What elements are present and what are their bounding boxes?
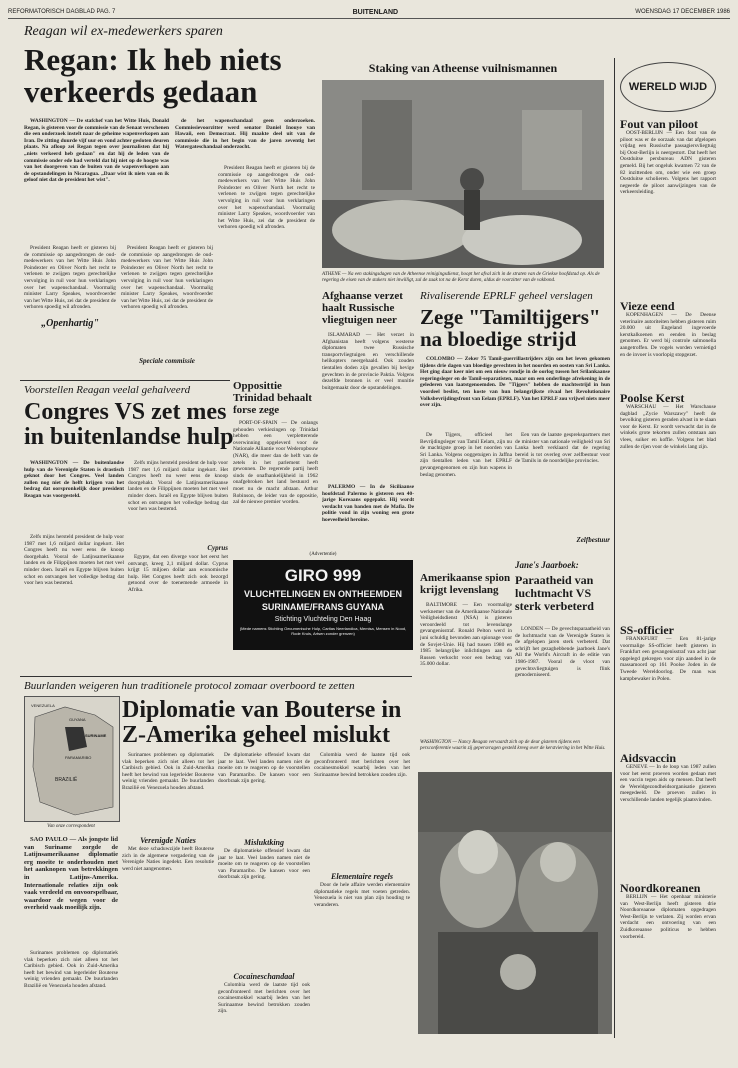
giro-org: Stichting Vluchteling Den Haag bbox=[274, 616, 372, 623]
suriname-body-col2b bbox=[122, 846, 214, 1036]
wereld-item-0 bbox=[620, 118, 716, 298]
janes-kicker: Jane's Jaarboek: bbox=[515, 560, 579, 570]
wereld-text: OOST-BERLIJN — Een fout van de piloot was er de oorzaak van dat afgelopen vrijdag een Russische passagiersvliegtuig bij Oost-Berlijn is neergestort. Dat heeft het Oostduitse persbureau ADN gisteren gemeld. Bij het ongeluk kwamen 72 van de 82 inzittenden om, onder wie een groep Oostduitse scholieren. Volgens het rapport negeerde de piloot aanwijzingen van de verkeersleiding. bbox=[620, 130, 716, 196]
wereld-text: KOPENHAGEN — De Deense veterinaire autoriteiten hebben gisteren ruim 20.000 uit Engeland ingevoerde kerstkalkoenen en eenden in beslag genomen. Er werd bij controle salmonella aangetroffen. De vogels worden vernietigd en de invoer is voorlopig stopgezet. bbox=[620, 312, 716, 358]
suriname-map bbox=[24, 696, 120, 822]
suriname-body-text: Surinames problemen op diplomatiek vlak beperken zich niet alleen tot het Caribisch gebied. Ook in Zuid-Amerika heeft het bewind van legerleider Bouterse weinig vrienden gemaakt. De buurlanden Brazilië en Venezuela houden afstand. bbox=[24, 950, 118, 989]
suriname-subhead-1: Verenigde Naties bbox=[140, 836, 196, 845]
tamil-subhead: Zelfbestuur bbox=[576, 536, 610, 544]
reagan-headline: Regan: Ik heb niets verkeerds gedaan bbox=[24, 42, 282, 109]
suriname-kicker: Buurlanden weigeren hun traditionele protocol zomaar overboord te zetten bbox=[24, 680, 355, 692]
janes-text: LONDEN — De gevechtsparaatheid van de luchtmacht van de Verenigde Staten is de afgelopen jaren sterk verbeterd. Dat schrijft het gezaghebbende jaarboek Jane's All the World's Aircraft in de editie van 1986-1987. Vooral de vloot van gevechtsvliegtuigen is flink gemoderniseerd. bbox=[515, 626, 610, 679]
suriname-body4-text-2: Colombia werd de laatste tijd ook geconfronteerd met berichten over het cocainesmokkel waarbij leden van het Surinaamse bewind betrokken zouden zijn. bbox=[314, 752, 410, 778]
map-caption: Van onze correspondent bbox=[47, 824, 95, 829]
reagan-body-text: President Reagan heeft er gisteren bij de commissie op aangedrongen de oud-medewerkers van het Witte Huis John Poindexter en Oliver North het recht te verlenen te zwijgen tegen gerechtelijke vervolging in ruil voor hun verklaringen over het wapenschandaal. Voormalig minister Larry Speakes, woordvoerder van het Witte Huis, zei dat de president de verhoren spoedig wil afronden. bbox=[24, 245, 116, 311]
nancy-caption: WASHINGTON — Nancy Reagan vervaardt zich op de deur gisteren tijdens een persconferentie waarin zij gepersvragen gesteld kreeg over de kerstviering in het Witte Huis. bbox=[420, 740, 606, 751]
congres-body-col1 bbox=[24, 534, 124, 674]
congres-body-text-2: Zelfs mijns hersteld president de hulp voor 1987 met 1,6 miljard dollar ingekort. Het Congres heeft nu weer eens de knoop doorgehakt. Vooral de Latijnsamerikaanse landen en de Filippijnen moeten het met veel minder doen. Israël en Egypte blijven buiten schot en ontvangen het volledige bedrag dat voor hen was bestemd. bbox=[128, 460, 228, 513]
afghanen-body bbox=[322, 332, 414, 482]
suriname-subhead-2: Misluktking bbox=[243, 838, 284, 847]
suriname-body2-text: Met deze schaduwzijde heeft Bouterse zich in de algemene vergadering van de Verenigde Naties ingedekt. Een resolutie werd niet aangenomen. bbox=[122, 846, 214, 872]
tamil-body-col2 bbox=[515, 432, 610, 532]
wereld-title: Poolse Kerst bbox=[620, 391, 685, 405]
tamil-lead bbox=[420, 356, 610, 426]
reagan-body-text-2: President Reagan heeft er gisteren bij de commissie op aangedrongen de oud-medewerkers van het Witte Huis John Poindexter en Oliver North het recht te verlenen te zwijgen tegen gerechtelijke vervolging in ruil voor hun verklaringen over het wapenschandaal. Voormalig minister Larry Speakes, woordvoerder van het Witte Huis, zei dat de president de verhoren spoedig wil afronden. bbox=[121, 245, 213, 311]
wereld-title: Aidsvaccin bbox=[620, 751, 677, 765]
congres-lead-text: WASHINGTON — De buitenlandse hulp van de Verenigde Staten is drastisch geknot door het Congres. Veel landen zullen nog niet de helft krijgen van het bedrag dat oorspronkelijk door president Reagan was voorgesteld. bbox=[24, 460, 124, 499]
suriname-body4-text: Colombia werd de laatste tijd ook geconfronteerd met berichten over het cocainesmokkel waarbij leden van het Surinaamse bewind betrokken zouden zijn. bbox=[218, 982, 310, 1015]
wereld-text: WARSCHAU — Het Warschause dagblad „Zycie Warszawy" heeft de bevolking gisteren geraden alvast in te slaan voor de Kerst. Er wordt verwacht dat in de winkels grote tekorten zullen ontstaan aan vlees, suiker en koffie. Volgens het blad zullen de rijen voor de winkels lang zijn. bbox=[620, 404, 716, 450]
section-rule-2 bbox=[20, 676, 412, 677]
janes-body bbox=[515, 626, 610, 736]
map-label: GUYANA bbox=[69, 717, 86, 722]
spion-text: BALTIMORE — Een voormalige werknemer van de Amerikaanse Nationale Veiligheidsdienst (NSA) is gisteren veroordeeld tot levenslange gevangenisstraf. Ronald Pelton werd in juni schuldig bevonden aan spionage voor de Sovjet-Unie. Hij had tussen 1980 en 1985 belangrijke inlichtingen aan de Russen verkocht voor een bedrag van 35.000 dollar. bbox=[420, 602, 512, 668]
wereld-item-1 bbox=[620, 300, 716, 384]
congres-lead bbox=[24, 460, 124, 530]
congres-subhead: Cyprus bbox=[207, 544, 228, 552]
page-header bbox=[8, 6, 730, 19]
janes-headline: Paraatheid van luchtmacht VS sterk verbeterd bbox=[515, 573, 594, 613]
reagan-kicker: Reagan wil ex-medewerkers sparen bbox=[24, 24, 223, 39]
congres-kicker: Voorstellen Reagan veelal gehalveerd bbox=[24, 384, 191, 396]
trinidad-text: PORT-OF-SPAIN — De onlangs gehouden verkiezingen op Trinidad hebben een verpletterende overwinning opgeleverd voor de Nationale Alliantie voor Wederopbouw (NAR), die meer dan de helft van de zetels in het parlement heeft gewonnen. De regerende partij heeft sinds de onafhankelijkheid in 1962 onafgebroken het land bestuurd en moet nu de macht afstaan. Arthur Robinson, de leider van de oppositie, zal de nieuwe premier worden. bbox=[233, 420, 318, 506]
athens-caption: ATHENE — Na een stakingsdagen van de Atheense reinigingsdienst, hoopt het afval zich in de straten van de Griekse hoofdstad op. Als de regering de eisen van de stakers niet inwilligt, zal de zaak tot na de Kerst duren, aldus de voorzitter van de vakbond. bbox=[322, 272, 600, 283]
reagan-lead-text: WASHINGTON — De stafchef van het Witte Huis, Donald Regan, is gisteren voor de commissie van de Senaat verschenen die een onderzoek instelt naar de geheime wapenverkopen aan Iran. De zitting duurde vijf uur en vond achter gesloten deuren plaats. Na afloop zei Regan tegen over journalisten dat hij „niets verkeerd heb gedaan" en dat hij de leden van de commissie onder ede had verteld dat hij niet op de hoogte was van het doorgeven van de buiten van de wapenverkopen aan de opstandelingen in Nicaragua. „Daar wist ik niets van en ik geloof niet dat de president het wist". bbox=[24, 118, 169, 184]
header-left: REFORMATORISCH DAGBLAD PAG. 7 bbox=[8, 9, 116, 15]
tamil-body bbox=[420, 432, 512, 562]
ad-tag: (Advertentie) bbox=[309, 552, 337, 557]
tamil-headline: Zege "Tamiltijgers" na bloedige strijd bbox=[420, 305, 601, 351]
suriname-body5-text: Door de hele affaire werden elementaire diplomatieke regels met voeten getreden. Venezuela is niet van plan zijn houding te veranderen. bbox=[314, 882, 410, 908]
tamil-lead-text: COLOMBO — Zeker 75 Tamil-guerrillastrijders zijn om het leven gekomen tijdens drie dagen van bloedige gevechten in het noorden en oosten van Sri Lanka. Het ging daar keer niet om een nieuw rondje in de oorlog tussen het Srilankaanse regeringsleger en de Tamil-separatisten, maar om een onderlinge afrekening in de gelederen van laatstgenoemden. De "Tijgers" hebben de machtsstrijd in hun voordeel beslist, ten koste van hun belangrijkste rivaal het Revolutionaire Volksbevrijdingsfront van Eelam (EPRLF). Van het EPRLF zou vrijwel niets meer over zijn. bbox=[420, 356, 610, 409]
wereld-title: Vieze eend bbox=[620, 299, 675, 313]
header-date: WOENSDAG 17 DECEMBER 1986 bbox=[635, 9, 730, 15]
wereld-text: BERLIJN — Het openbaar ministerie van West-Berlijn heeft gisteren drie Noordkoreaanse diplomaten opgedragen West-Berlijn te verlaten. Zij worden ervan verdacht een ontvoering van een Zuidkoreaanse politicus te hebben voorbereid. bbox=[620, 894, 716, 940]
reagan-lead bbox=[24, 118, 169, 238]
nancy-photo-image bbox=[418, 772, 612, 1034]
giro-small: (Mede namens Stichting Oecumenische Hulp, Caritas Neerlandica, Memisa, Mensen in Nood, Rode Kruis, Artsen zonder grenzen) bbox=[239, 626, 407, 636]
giro-line1: VLUCHTELINGEN EN ONTHEEMDEN bbox=[243, 589, 402, 599]
column-rule bbox=[614, 58, 615, 1038]
spion-headline: Amerikaanse spion krijgt levenslang bbox=[420, 572, 511, 596]
suriname-body-col3c bbox=[218, 982, 310, 1034]
reagan-body-col3 bbox=[218, 165, 315, 255]
congres-body-col3 bbox=[128, 554, 228, 674]
congres-body2-text: Egypte, dat een diverge voor het eerst het ontvangt, kreeg 2,1 miljard dollar. Cyprus krijgt 15 miljoen dollar aan economische hulp. Het Congres heeft zich ook bezorgd getoond over de toenemende armoede in Afrika. bbox=[128, 554, 228, 593]
nancy-photo bbox=[418, 772, 612, 1034]
section-rule bbox=[20, 380, 230, 381]
suriname-lead-text: SAO PAULO — Als jongste lid van Suriname zorgde de Latijnsamerikaanse diplomatie erg moeite te onderhouden met het aanknopen van betrekkingen in Latijns-Amerika. Internationale relaties zijn ook vaak verdeeld en onvoorspelbaar, waardoor de wegen voor de overheid vaak moeilijk zijn. bbox=[24, 836, 118, 912]
tamil-body2-text: Een van de laatste gesprekspartners met de minister van nationale veiligheid van Sri Lanka heeft verklaard dat de regering bereid is tot overleg over zelfbestuur voor de Tamils in de noordelijke provincies. bbox=[515, 432, 610, 465]
giro-ad bbox=[233, 560, 413, 650]
wereld-item-2 bbox=[620, 392, 716, 609]
wereld-title: Fout van piloot bbox=[620, 117, 699, 131]
giro-number: GIRO 999 bbox=[284, 566, 362, 585]
reagan-subhead: Speciale commissie bbox=[139, 357, 195, 365]
afghanen-text: ISLAMABAD — Het verzet in Afghanistan heeft volgens westerse diplomaten twee Russische transportvliegtuigen en verschillende helikopters neergehaald. Ook zouden tientallen doden zijn gevallen bij hevige gevechten in de provincie Paktia. Volgens dezelfde bronnen is er veel munitie buitgemaakt door de opstandelingen. bbox=[322, 332, 414, 391]
suriname-body-col3 bbox=[218, 752, 310, 834]
suriname-headline: Diplomatie van Bouterse in Z-Amerika geheel mislukt bbox=[122, 697, 402, 748]
wereld-item-5 bbox=[620, 882, 716, 1044]
spion-body bbox=[420, 602, 512, 732]
afghanen-headline: Afghaanse verzet haalt Russische vliegtuigen neer bbox=[322, 290, 403, 326]
congres-body-col2 bbox=[128, 460, 228, 540]
congres-body-text: Zelfs mijns hersteld president de hulp voor 1987 met 1,6 miljard dollar ingekort. Het Congres heeft nu weer eens de knoop doorgehakt. Vooral de Latijnsamerikaanse landen en de Filippijnen moeten het met veel minder doen. Israël en Egypte blijven buiten schot en ontvangen het volledige bedrag dat voor hen was bestemd. bbox=[24, 534, 124, 587]
reagan-body-text-3: President Reagan heeft er gisteren bij de commissie op aangedrongen de oud-medewerkers van het Witte Huis John Poindexter en Oliver North het recht te verlenen te zwijgen tegen gerechtelijke vervolging in ruil voor hun verklaringen over het wapenschandaal. Voormalig minister Larry Speakes, woordvoerder van het Witte Huis, zei dat de president de verhoren spoedig wil afronden. bbox=[218, 165, 315, 231]
map-label: PARAMARIBO bbox=[65, 755, 92, 760]
reagan-body-col2 bbox=[121, 245, 213, 375]
athens-photo bbox=[322, 80, 604, 268]
suriname-body3b-text: De diplomatieke offensief kwam dat jaar te laat. Veel landen namen niet de moeite om te reageren op de voorstellen van Paramaribo. De kansen voor een doorbraak zijn gering. bbox=[218, 848, 310, 881]
suriname-lead bbox=[24, 836, 118, 946]
wereld-title: Noordkoreanen bbox=[620, 881, 701, 895]
map-label: SURINAME bbox=[85, 733, 107, 738]
tamil-kicker: Rivaliserende EPRLF geheel verslagen bbox=[420, 290, 593, 302]
suriname-body-col1 bbox=[24, 950, 118, 1035]
athens-headline: Staking van Atheense vuilnismannen bbox=[368, 61, 558, 75]
suriname-body-text-2: Surinames problemen op diplomatiek vlak beperken zich niet alleen tot het Caribisch gebied. Ook in Zuid-Amerika heeft het bewind van legerleider Bouterse weinig vrienden gemaakt. De buurlanden Brazilië en Venezuela houden afstand. bbox=[122, 752, 214, 791]
suriname-body-col3b bbox=[218, 848, 310, 966]
congres-headline: Congres VS zet mes in buitenlandse hulp bbox=[24, 399, 234, 450]
suriname-body-col2 bbox=[122, 752, 214, 832]
trinidad-headline: Opposittie Trinidad behaalt forse zege bbox=[233, 380, 312, 416]
reagan-col2-text: de het wapenschandaal geen onderzoeken. Commissievoorzitter werd senator Daniel Inouye van Hawaii, een Democraat. Hij maakte deel uit van de commissie die in het begin van de jaren zeventig het Watergateschandaal onderzocht. bbox=[175, 118, 315, 151]
map-label: VENEZUELA bbox=[31, 703, 55, 708]
reagan-body-col1 bbox=[24, 245, 116, 365]
suriname-subhead-3: Cocaineschandaal bbox=[233, 972, 295, 981]
giro-line2: SURINAME/FRANS GUYANA bbox=[261, 602, 385, 612]
suriname-body-col4b bbox=[314, 882, 410, 1034]
trinidad-body bbox=[233, 420, 318, 550]
tamil-body-text: De Tijgers, officieel het Bevrijdingsleger van Tamil Eelam, zijn nu de machtigste groep in het noorden van Sri Lanka. Volgens ooggetuigen in Jaffna zijn tientallen leden van het EPRLF gevangengenomen en zijn hun wapens in beslag genomen. bbox=[420, 432, 512, 478]
wereld-text: FRANKFURT — Een 81-jarige voormalige SS-officier heeft gisteren in Frankfurt een gevangenisstraf van acht jaar opgelegd gekregen voor zijn aandeel in de massamoord op 161 Poolse Joden in de Tweede Wereldoorlog. De man was kampbewaker in Polen. bbox=[620, 636, 716, 682]
header-section: BUITENLAND bbox=[352, 8, 399, 16]
suriname-body3-text: De diplomatieke offensief kwam dat jaar te laat. Veel landen namen niet de moeite om te reageren op de voorstellen van Paramaribo. De kansen voor een doorbraak zijn gering. bbox=[218, 752, 310, 785]
wereld-title: SS-officier bbox=[620, 623, 674, 637]
wereld-item-4 bbox=[620, 752, 716, 876]
wereld-wijd-logo: WERELD WIJD bbox=[620, 62, 716, 112]
suriname-subhead-4: Elementaire regels bbox=[331, 872, 393, 881]
wereld-item-3 bbox=[620, 624, 716, 744]
suriname-body-col4 bbox=[314, 752, 410, 867]
athens-photo-image bbox=[322, 80, 604, 268]
map-label: BRAZILIË bbox=[55, 777, 78, 783]
palermo-item bbox=[322, 484, 414, 544]
palermo-text: PALERMO — In de Siciliaanse hoofdstad Palermo is gisteren een 40-jarige Koreaans opgepakt. Hij wordt verdacht van banden met de Mafia. De politie vond in zijn woning een grote hoeveelheid heroïne. bbox=[322, 484, 414, 523]
reagan-quote: „Openhartig" bbox=[41, 318, 99, 329]
wereld-text: GENEVE — In de loop van 1987 zullen voor het eerst proeven worden gedaan met een vaccin tegen aids op mensen. Dat heeft de Wereldgezondheidsorganisatie gisteren meegedeeld. De proeven zullen in verschillende landen tegelijk plaatsvinden. bbox=[620, 764, 716, 803]
reagan-lead-col2 bbox=[175, 118, 315, 158]
